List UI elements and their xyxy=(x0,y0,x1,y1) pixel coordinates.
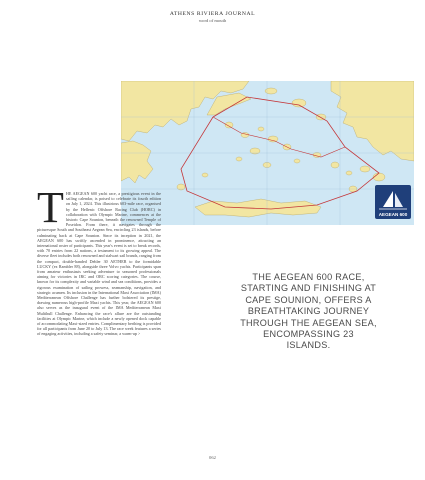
race-route-map xyxy=(121,81,414,225)
drop-cap: T xyxy=(37,183,64,232)
aegean-600-badge xyxy=(375,185,411,219)
article-text: HE AEGEAN 600 yacht race, a prestigious event in the sailing calendar, is poised to celebrate its fourth edition on July 1, 2024. This illustrious 603-mile race, organised by the Hellenic Offshore Racing Club (HORC) in collaboration with Olympic Marine, commences at the historic Cape Sounion, beneath the renowned Temple of Poseidon. From there, it navigates through the picturesque South and Southeast Aegean Sea, encircling 23 islands, before culminating back at Cape Sounion. Since its inception in 2021, the AEGEAN 600 has swiftly ascended in prominence, attracting an international roster of participants. This year's event is set to break records, with 70 entries from 22 nations, a testament to its growing appeal. The diverse fleet includes both renowned and stalwart sail brands, ranging from the compact, double-handed Dehler 30 AETHER to the formidable LUCKY (ex Rambler 88), alongside three Volvo yachts. Participants span from amateur enthusiasts seeking adventure to seasoned professionals aiming for victories in IRC and ORC scoring categories. The course, known for its complexity and variable wind and sea conditions, provides a rigorous examination of sailing prowess, seamanship, navigation, and strategic acumen. Its inclusion in the International Maxi Association (IMA) Mediterranean Offshore Challenge has further bolstered its prestige, drawing numerous high-profile Maxi yachts. This year, the AEGEAN 600 also serves as the inaugural event of the IMA Mediterranean Maxi Multihull Challenge. Enhancing the race's allure are the outstanding facilities at Olympic Marine, which include a newly opened dock capable of accommodating Maxi-sized entries. Complimentary berthing is provided for all participants from June 20 to July 13. The race week features a series of engaging activities, including a safety seminar, a warm-up > xyxy=(37,191,161,337)
pull-quote: THE AEGEAN 600 RACE, STARTING AND FINISHING AT CAPE SOUNION, OFFERS A BREATHTAKING JOURNEY THROUGH THE AEGEAN SEA, ENCOMPASSING 23 ISLANDS. xyxy=(240,272,377,351)
publication-title: ATHENS RIVIERA JOURNAL xyxy=(169,11,256,17)
turkey-land xyxy=(331,81,414,161)
crete-land xyxy=(195,199,321,217)
page-number: 062 xyxy=(209,455,216,460)
article-body xyxy=(37,183,161,337)
peloponnese-land xyxy=(121,141,153,183)
race-route-inner-line xyxy=(213,117,345,157)
badge-text: AEGEAN 600 xyxy=(378,212,408,217)
section-name: word of mouth xyxy=(198,18,227,23)
masthead xyxy=(0,11,425,24)
map-illustration xyxy=(121,81,414,225)
mainland-land xyxy=(121,81,249,141)
